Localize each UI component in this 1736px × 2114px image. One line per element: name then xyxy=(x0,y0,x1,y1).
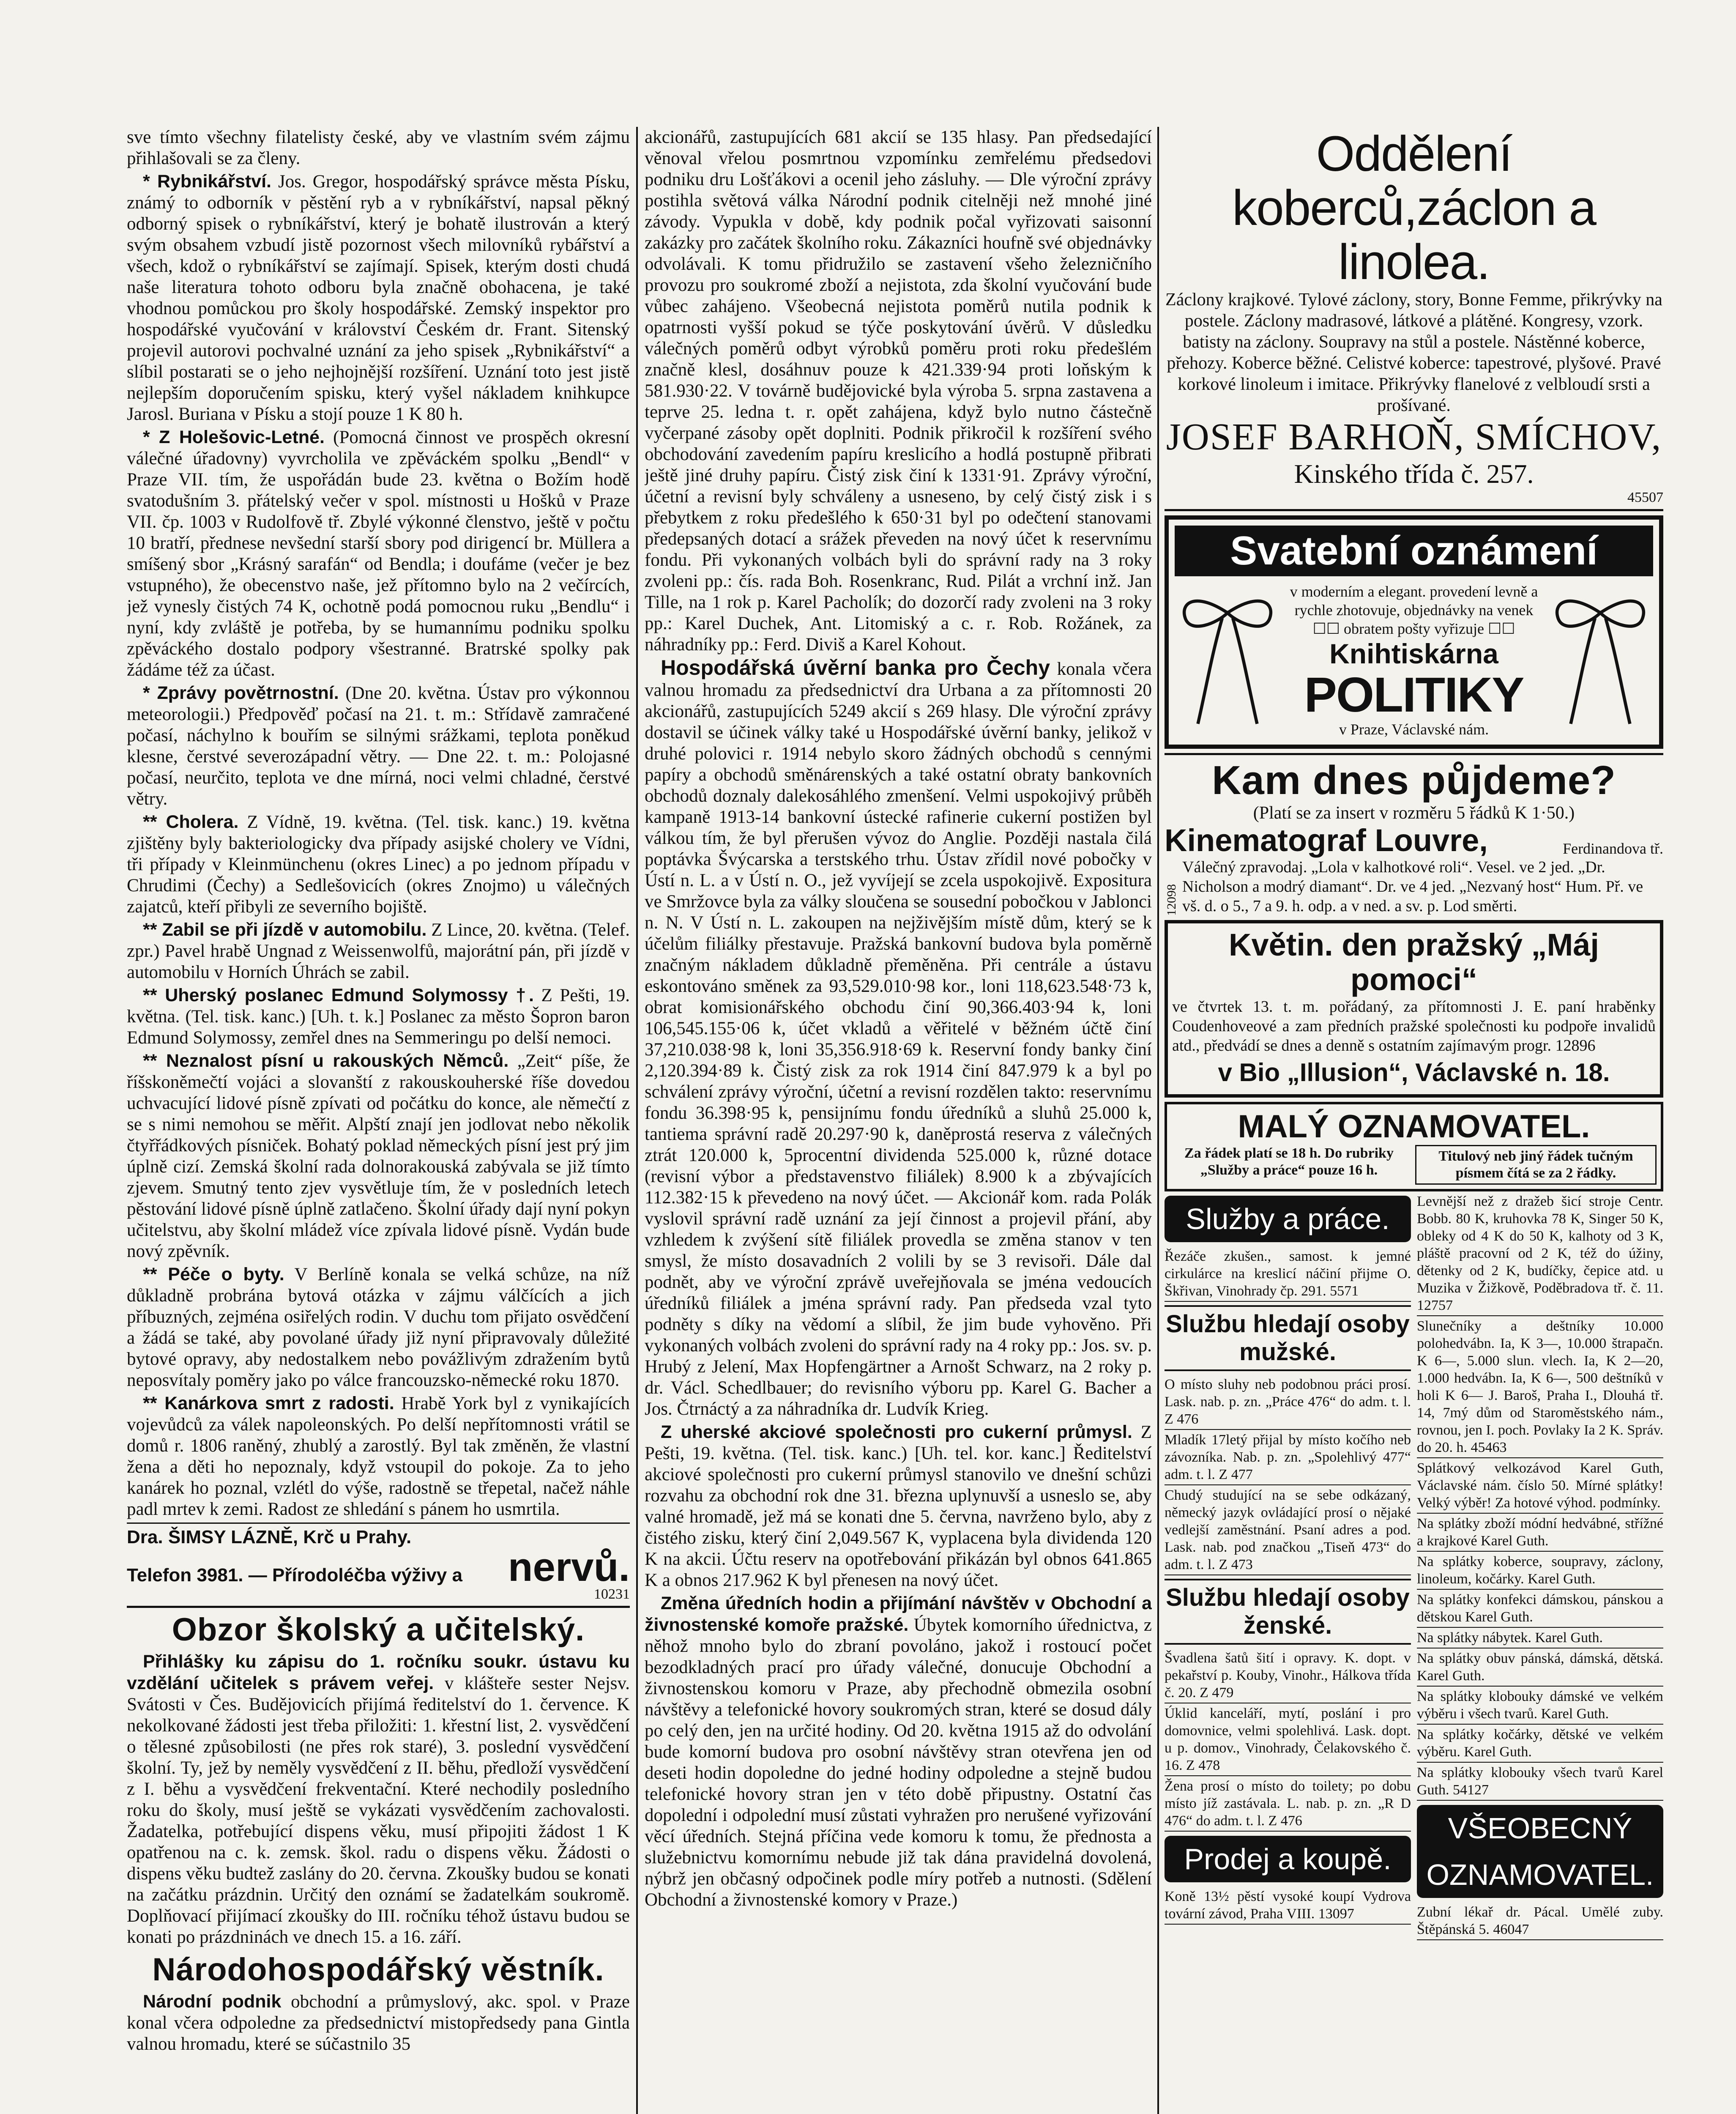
ad-firm: JOSEF BARHOŇ, SMÍCHOV, xyxy=(1166,416,1662,458)
article-neznalost xyxy=(127,1050,630,1262)
ad-text: v moderním a elegant. provedení levně a rychle zhotovuje, objednávky na venek ☐☐ obratem pošty vyřizuje ☐☐ xyxy=(1290,583,1538,637)
article-body: V Berlíně konala se velká schůze, na níž důkladně probrána bytová otázka v zájmu válčících a jich příbuzných, zejména osiřelých rodin. V duchu tom přijato osvědčení a žádá se také, aby povolané úřady již nyní připravovaly důležité bytové opravy, aby nedostalkem nebo povážlivým zdražením bytů neposvítaly poměry jako po válce francouzsko-německé roku 1870. xyxy=(127,1265,630,1390)
column-3 xyxy=(1165,127,1663,2114)
classified-ad: Na splátky kočárky, dětské ve velkém výběru. Karel Guth. xyxy=(1417,1725,1663,1763)
ad-cinema: v Bio „Illusion“, Václavské n. 18. xyxy=(1218,1058,1610,1087)
ad-kino-address: Ferdinandova tř. xyxy=(1563,840,1663,857)
classified-ad: Na splátky obuv pánská, dámská, dětská. Karel Guth. xyxy=(1417,1648,1663,1687)
article-kanarek xyxy=(127,1393,630,1520)
rubric-banner: Služby a práce. xyxy=(1165,1196,1411,1242)
ad-number: 45507 xyxy=(1627,490,1663,505)
rubric-heading: Službu hledají osoby ženské. xyxy=(1165,1579,1411,1645)
ad-kino-body xyxy=(1165,857,1663,916)
article-head: ** Neznalost písní u rakouských Němců. xyxy=(143,1051,509,1071)
article-head: * Rybnikářství. xyxy=(143,171,272,192)
article-body: obchodní a průmyslový, akc. spol. v Praze konal včera odpoledne za předsednictví mistopředsedy pana Gintla valnou hromadu, které se súčastnilo 35 xyxy=(127,1992,630,2054)
article-body: Úbytek komorního úřednictva, z něhož mnoho bylo do zbraní povoláno, jakož i rostoucí počet bezodkladných prací pro úřady válečné, donucuje Obchodní a živnostenskou komoru v Praze, aby přechodně obmezila osobní návštěvy a telefonické hovory soukromých stran, které se dosud dály po celý den, jen na určité hodiny. Od 20. května 1915 až do odvolání bude komorní budova pro osobní návštěvy stran otevřena jen od deseti hodin dopoledne do jedné hodiny odpoledne a stejně budou telefonické hovory stran jen v této době připustny. Ostatní čas dopolední i odpolední musí zůstati vyhražen pro nerušené vyřizování věcí úředních. Stejná příčina vede komoru k tomu, že přednosta a služebnictvu komornímu nebude již tak dána pravidelná dovolená, nýbrž jen občasný odpočinek podle míry potřeb a nutnosti. (Sdělení Obchodní a živnostenské komory v Praze.) xyxy=(645,1615,1152,1910)
article-pece xyxy=(127,1264,630,1391)
article-uhersky xyxy=(127,985,630,1049)
intro-text: sve tímto všechny filatelisty české, aby ve vlastním svém zájmu přihlašovali se za členy. xyxy=(127,127,630,168)
article-head: Z uherské akciové společnosti pro cukerní průmysl. xyxy=(661,1422,1132,1442)
article-head: ** Cholera. xyxy=(143,812,239,832)
classified-ad: Na splátky klobouky dámské ve velkém výběru i všech tvarů. Karel Guth. xyxy=(1417,1687,1663,1725)
article-body: Hrabě York byl z vynikajících vojevůdců za válek napoleonských. Po delší nepřítomnosti vrátil se domů r. 1806 raněný, zhublý a zarostlý. Byl tak změněn, že vlastní žena a děti ho nepoznaly, když vstoupil do pokoje. Za to jeho kanárek ho poznal, vzlétl do výše, radostně se třepetal, načež náhle padl mrtev k zemi. Radost ze shledání s pánem ho usmrtila. xyxy=(127,1394,630,1519)
article-body: v klášteře sester Nejsv. Svátosti v Čes. Budějovicích přijímá ředitelství do 1. července. K nekolkované žádosti jest třeba přiložiti: 1. křestní list, 2. vysvědčení o tělesné způsobilosti (ne přes rok staré), 3. poslední vysvědčení školní. Ty, jež by neměly vysvědčení z II. běhu, předloží vysvědčení z I. běhu a vysvědčení frekventační. Které nechodily posledního roku do školy, musí ještě se vykázati vysvědčením zachovalosti. Žadatelka, potřebující dispens věku, musí připojiti žádost 1 K opatřenou na c. k. zemsk. škol. radu o dispens věku. Žádosti o dispens věku budtež zaslány do 20. června. Zkoušky budou se konati na začátku prázdnin. Určitý den oznámí se žadatelkám soukromě. Doplňovací přijímací zkoušky do III. ročníku téhož ústavu budou se konati po prázdninách ve dnech 15. a 16. září. xyxy=(127,1673,630,1947)
classified-ad: Splátkový velkozávod Karel Guth, Václavské nám. číslo 50. Mírné splátky! Velký výběr! Za hotové výhod. podmínky. xyxy=(1417,1458,1663,1514)
ad-address: v Praze, Václavské nám. xyxy=(1339,721,1489,738)
article-body: Z Vídně, 19. května. (Tel. tisk. kanc.) 19. května zjištěny byly bakteriologicky dva případy asijské cholery ve Vídni, tři případy v Kleinmünchenu (okres Linec) a po jednom případu v Chrudimi (Čechy) a Sedlešovicích (okres Znojmo) u válečných zajatců, kteří přibyli ze severního bojiště. xyxy=(127,812,630,917)
divider xyxy=(1165,753,1663,755)
ad-text: Záclony krajkové. Tylové záclony, story, Bonne Femme, přikrývky na postele. Záclony madrasové, látkové a plátěné. Kongresy, vzork. batisty na záclony. Soupravy na stůl a postele. Nástěnné koberce, přehozy. Koberce běžné. Celistvé koberce: tapestrové, plyšové. Pravé korkové linoleum i imitace. Přikrývky flanelové z velbloudí srsti a prošívané. xyxy=(1165,290,1662,415)
ad-simsy xyxy=(127,1526,630,1602)
ribbon-bow-icon xyxy=(1547,591,1653,730)
ad-title: MALÝ OZNAMOVATEL. xyxy=(1238,1109,1590,1145)
divider xyxy=(1165,509,1663,511)
classified-ad: Švadlena šatů šití i opravy. K. dopt. v pekařství p. Kouby, Vinohr., Hálkova třída č. 20. Z 479 xyxy=(1165,1648,1411,1703)
article-body: (Dne 20. května. Ústav pro výkonnou meteorologii.) Předpověď počasí na 21. t. m.: Střídavě zamračené počasí, náchylno k bouřím se silnými srážkami, teplota poněkud klesne, čerstvé severozápadní větry. — Dne 22. t. m.: Polojasné počasí, neurčito, teplota ve dne mírná, noci velmi chladné, čerstvé větry. xyxy=(127,683,630,809)
classified-ad: Slunečníky a deštníky 10.000 polohedvábn. Ia, K 3—, 10.000 štrapačn. K 6—, 5.000 slun. vlech. Ia, K 2—20, 1.000 hedvábn. Ia, K 6—, 500 deštníků v holi K 6— J. Baroš, Praha I., Dlouhá tř. 14, 7mý dům od Staroměstského nám., rovnou, jen I. poch. Povlaky Ia 2 K. Správ. do 20. h. 45463 xyxy=(1417,1316,1663,1458)
article-body: Z Lince, 20. května. (Telef. zpr.) Pavel hrabě Ungnad z Weissenwolfů, majorátní pán, při jízdě v automobilu v Horních Úhrách se zabil. xyxy=(127,920,630,982)
article-pocasi xyxy=(127,682,630,810)
article-body: (Pomocná činnost ve prospěch okresní válečné úřadovny) vyvrcholila ve zpěváckém spolku „Bendl“ v Praze VII. tím, že uspořádán bude 23. května o Božím hodě svatodušním 3. přátelský večer v spol. místnosti u Hošků v Praze VII. čp. 1003 v Rudolfově tř. Zbylé výkonné členstvo, ještě v počtu 10 bratří, přednese nevšední starší sbory pod dirigencí br. Müllera a smíšený sbor „Krásný sarafán“ od Bendla; i doufáme (večer je bez vstupného), že obecenstvo naše, jež přítomno bylo na 2 večírcích, jež vynesly čistých 74 K, ochotně podá pomocnou ruku „Bendlu“ i nyní, kdy zvláště je potřeba, by se humannímu podniku spolku zpěváckého dostalo podpory všestranné. Bratrské spolky pak žádáme též za účast. xyxy=(127,427,630,680)
article-body: konala včera valnou hromadu za předsednictví dra Urbana a za přítomnosti 20 akcionářů, zastupujících 5249 akcií s 269 hlasy. Dle výroční zprávy dostavil se účinek války také u Hospodářské úvěrní banky, jelikož v druhé polovici r. 1914 nebylo skoro žádných obchodů s cennými papíry a obchodů směnárenských a také ostatní obraty bankovních obchodů doznaly dalekosáhlého zmenšení. Velmi uspokojivý průběh kampaně 1913-14 bankovní ústecké rafinerie cukerní postižen byl válkou tím, že byl přerušen vývoz do Anglie. Později nastala čilá poptávka Švýcarska a terstského trhu. Ústav zřídil nové pobočky v Ústí n. L. a v Ústí n. O., jež vyvíjejí se zcela uspokojivě. Expositura ve Smržovce byla za války sloučena se sousední pobočkou v Jablonci n. N. V Ústí n. L. zakoupen na nejživějším místě dům, který se k účelům filiálky přestavuje. Pražská bankovní budova byla poměrně značným nákladem důkladně přeměněna. Při centrále a ústavu eskontováno směnek za 93,529.010·98 kor., loni 118,623.548·73 k, obrat komisionářského obchodu činí 90,366.403·94 k, loni 106,545.155·06 k, účet vkladů a věřitelé v běžném účtě činí 37,210.038·98 k, loni 35,356.918·69 k. Reservní fondy banky činí 2,120.394·89 k. Čistý zisk za rok 1914 činí 847.979 k a byl po schválení zprávy výroční, účetní a revisní rozdělen takto: reservnímu fondu 36.398·95 k, pensijnímu fondu úředníků a sluhů 25.000 k, tantiema správní radě 20.297·90 k, daněprostá reserva z válečných ztrát 120.000 k, 5procentní dividenda 525.000 k, různé dotace (revisní výbor a představenstvo filiálek) 8.900 k a zbývajících 112.382·15 k převedeno na nový účet. — Akcionář kom. rada Polák vyslovil správní radě uznání za její činnost a projevil přání, aby vzhledem k zvýšení sítě filiálek provedla se změna stanov v ten smysl, že místo dosavadních 2 volili by se 3 revisoři. Dále dal podnět, aby ve výroční zprávě uveřejňovala se jména vedoucích úředníků filiálek a jména správní rady. Pan předseda vzal tyto podněty s díky na vědomí a slíbil, že jim bude vyhověno. Při vykonaných volbách zvoleni do správní rady na 4 roky pp.: Jos. sv. p. Hrubý z Jelení, Max Hopfengärtner a Arnošt Schwarz, na 2 roky p. dr. Václ. Schedlbauer; do revisního výboru pp. Karel G. Bacher a Jos. Čtrnáctý a za náhradníka dr. Ludvík Krieg. xyxy=(645,659,1152,1419)
article-uherska-cukerni xyxy=(645,1421,1152,1591)
column-rule xyxy=(636,127,638,2114)
classified-ad: Mladík 17letý přijal by místo kočího neb závozníka. Nab. p. zn. „Spolehlivý 477“ adm. t. l. Z 477 xyxy=(1165,1430,1411,1485)
ad-text: Dra. ŠIMSY LÁZNĚ, Krč u Prahy. xyxy=(127,1527,412,1547)
ad-politiky: POLITIKY xyxy=(1304,667,1524,722)
ad-title: Oddělení koberců,záclon a linolea. xyxy=(1232,127,1596,290)
ad-big-word: nervů. xyxy=(508,1544,630,1590)
classified-ad: Na splátky konfekci dámskou, pánskou a dětskou Karel Guth. xyxy=(1417,1590,1663,1628)
classified-ad: Na splátky klobouky všech tvarů Karel Guth. 54127 xyxy=(1417,1763,1663,1801)
classified-ad: Úklid kanceláří, mytí, poslání i pro domovnice, velmi spolehlivá. Lask. dopt. u p. domov., Vinohrady, Čelakovského č. 16. Z 478 xyxy=(1165,1703,1411,1776)
article-head: ** Uherský poslanec Edmund Solymossy †. xyxy=(143,985,534,1005)
classified-ad: Levnější než z dražeb šicí stroje Centr. Bobb. 80 K, kruhovka 78 K, Singer 50 K, obleky od 4 K do 50 K, kalhoty od 3 K, pláště pracovní od 2 K, též do úžiny, dětenky od 2 K, budíčky, čepice atd. u Muzika v Žižkově, Poděbradova tř. č. 11. 12757 xyxy=(1417,1191,1663,1316)
article-zabil xyxy=(127,919,630,983)
ad-text: Válečný zpravodaj. „Lola v kalhotkové roli“. Vesel. ve 2 jed. „Dr. Nicholson a modrý diamant“. Dr. ve 4 jed. „Nezvaný host“ Hum. Př. ve vš. d. o 5., 7 a 9. h. odp. a v ned. a sv. p. Lod směrti. xyxy=(1182,858,1643,915)
ad-barhon xyxy=(1165,127,1663,506)
ad-kvetinovy-den xyxy=(1165,920,1663,1098)
ad-text: ve čtvrtek 13. t. m. pořádaný, za přítomnosti J. E. paní hraběnky Coudenhoveové a zam předních pražské společnosti ku podpoře invalidů atd., předvádí se dnes a denně s ostatním zajímavým progr. 12896 xyxy=(1172,998,1656,1054)
article-body: Z Pešti, 19. května. (Tel. tisk. kanc.) [Uh. t. k.] Poslanec za město Šopron baron Edmund Solymossy, zemřel dnes na Semmeringu po delší nemoci. xyxy=(127,986,630,1048)
article-obzor xyxy=(127,1651,630,1948)
column-2 xyxy=(645,127,1152,2114)
ad-text: (Platí se za insert v rozměru 5 řádků K 1·50.) xyxy=(1253,803,1575,823)
column-1 xyxy=(127,127,630,2114)
classified-ad: Chudý studující na se sebe odkázaný, německý jazyk ovládající prosí o nějaké vedlejší zaměstnání. Psaní adres a pod. Lask. nab. pod značkou „Tiseň 473“ do adm. t. l. Z 473 xyxy=(1165,1485,1411,1575)
article-rybnikarstvi xyxy=(127,171,630,425)
ad-title: Květin. den pražský „Máj pomoci“ xyxy=(1229,927,1599,997)
classified-ad: Žena prosí o místo do toilety; po dobu místo jíž zastávala. L. nab. p. zn. „R D 476“ do adm. t. l. Z 476 xyxy=(1165,1776,1411,1832)
ad-address: Kinského třída č. 257. xyxy=(1294,459,1534,489)
ad-body xyxy=(1175,582,1653,739)
classifieds-left xyxy=(1165,1191,1411,1940)
article-head: ** Kanárkova smrt z radosti. xyxy=(143,1393,394,1413)
ad-kino-row xyxy=(1165,824,1663,857)
article-head: * Zprávy povětrnostní. xyxy=(143,683,339,703)
classified-ad: Na splátky zboží módní hedvábné, střížné a krajkové Karel Guth. xyxy=(1417,1514,1663,1552)
ribbon-bow-icon xyxy=(1175,591,1280,730)
rubric-banner: Prodej a koupě. xyxy=(1165,1836,1411,1882)
classified-ad: Na splátky koberce, soupravy, záclony, linoleum, kočárky. Karel Guth. xyxy=(1417,1552,1663,1590)
article-body: „Zeit“ píše, že říšskoněmečtí vojáci a slovanští z rakouskouherské říše dovedou uchvacující lidové písně zpívati od počátku do konce, ale němečtí z se s nimi nemohou se měřit. Alpští znají jen jodlovat nebo několik čtyřřádkových písniček. Bohatý poklad německých písní jest prý jim úplně cizí. Zemská školní rada dolnorakouská zabývala se již tímto zjevem. Smutný tento zjev vysvětluje tím, že v posledních letech pěstování lidové písně úplně zatlačeno. Školní úřady dají nyní pokyn učitelstvu, aby školní mládež více zpívala lidové písně. Vydán bude nový zpěvník. xyxy=(127,1051,630,1261)
classifieds-right xyxy=(1417,1191,1663,1940)
classified-ad: Zubní lékař dr. Pácal. Umělé zuby. Štěpánská 5. 46047 xyxy=(1417,1902,1663,1940)
classified-ad: Koně 13½ pěstí vysoké koupí Vydrova tovární závod, Praha VIII. 13097 xyxy=(1165,1887,1411,1925)
divider xyxy=(127,1606,630,1608)
ad-title: Svatební oznámení xyxy=(1175,526,1653,576)
ad-number: 12098 xyxy=(1165,884,1178,916)
ad-text: Telefon 3981. — Přírodoléčba výživy a xyxy=(127,1565,462,1586)
classified-ad: Na splátky nábytek. Karel Guth. xyxy=(1417,1628,1663,1648)
maly-oznamovatel-header xyxy=(1165,1102,1663,1191)
column-rule xyxy=(1157,127,1159,2114)
article-cholera xyxy=(127,811,630,917)
article-head: ** Péče o byty. xyxy=(143,1264,284,1284)
ad-kam-dnes xyxy=(1165,759,1663,916)
section-title-obzor: Obzor školský a učitelský. xyxy=(172,1612,585,1648)
article-head: ** Zabil se při jízdě v automobilu. xyxy=(143,920,427,940)
classified-ad: Řezáče zkušen., samost. k jemné cirkulárce na kreslicí náčiní přijme O. Škřivan, Vinohrady čp. 291. 5571 xyxy=(1165,1246,1411,1302)
ad-text-block xyxy=(1280,582,1547,739)
article-narodni-podnik xyxy=(127,1991,630,2055)
divider xyxy=(127,1523,630,1524)
classifieds xyxy=(1165,1191,1663,1940)
article-head: Národní podnik xyxy=(143,1991,282,2012)
article-body: Jos. Gregor, hospodářský správce města Písku, známý to odborník v pěstění ryb a v rybníkářství, napsal pěkný odborný spisek o rybníkářství, který je bohatě ilustrován a který svým obsahem vzbudí jistě pozornost všech milovníků rybářství a všech, kdož o rybníkářství se zajímají. Spisek, kterým dosti chudá naše literatura tohoto odboru byla značně obohacena, je také vhodnou pomůckou pro školy hospodářské. Zemský inspektor pro hospodářské vyučování v království Českém dr. Frant. Sitenský projevil autorovi pochvalné uznání za jeho spisek „Rybnikářství“ a slíbil postarati se o jeho nejhojnější rozšíření. Uznání toto jest jistě nejlepším doporučením spisku, který vyšel nákladem knihkupce Jarosl. Buriana v Písku a stojí pouze 1 K 80 h. xyxy=(127,172,630,424)
rubric-banner: VŠEOBECNÝ OZNAMOVATEL. xyxy=(1417,1805,1663,1898)
article-zmena-hodin xyxy=(645,1593,1152,1911)
section-title-narodohospodarsky: Národohospodářský věstník. xyxy=(152,1952,604,1988)
article-head: Hospodářská úvěrní banka pro Čechy xyxy=(661,656,1050,679)
ad-printer: Knihtiskárna xyxy=(1329,638,1498,669)
article-hospodarska-banka xyxy=(645,657,1152,1420)
article-head: Přihlášky ku zápisu do 1. ročníku soukr. ústavu ku vzdělání učitelek s právem veřej. xyxy=(127,1651,630,1693)
article-head: Změna úředních hodin a přijímání návštěv v Obchodní a živnostenské komoře pražské. xyxy=(645,1593,1152,1635)
ad-number: 10231 xyxy=(594,1586,630,1602)
ad-title: Kam dnes půjdeme? xyxy=(1212,758,1616,803)
ad-svatebni-oznameni xyxy=(1165,515,1663,749)
rubric-heading: Službu hledají osoby mužské. xyxy=(1165,1305,1411,1371)
ad-kino: Kinematograf Louvre, xyxy=(1165,823,1488,858)
ad-rate-right: Titulový neb jiný řádek tučným písmem čítá se za 2 řádky. xyxy=(1415,1145,1657,1185)
classified-ad: O místo sluhy neb podobnou práci prosí. Lask. nab. p. zn. „Práce 476“ do adm. t. l. Z 476 xyxy=(1165,1375,1411,1430)
article-holesovice xyxy=(127,427,630,681)
article-narodni-podnik-cont: akcionářů, zastupujících 681 akcií se 135 hlasy. Pan předsedající věnoval vřelou posmrtnou vzpomínku zemřelému předsedovi podniku dru Lošťákovi a ocenil jeho zásluhy. — Dle výroční zprávy postihla světová válka Národní podnik citelněji než mnohé jiné závody. Vypukla v době, kdy podnik počal vyřizovati saisonní zakázky pro začátek školního roku. Zákazníci houfně své objednávky odvolávali. K tomu přidružilo se zastavení všeho železničního provozu pro soukromé zboží a nejistota, zda školní vyučování bude vůbec zahájeno. Všeobecná nejistota poměrů nutila podnik k opatrnosti vyšší pokud se týče poskytování úvěrů. V důsledku válečných poměrů odbyt výrobků poměru proti roku předešlém značně klesl, dosáhnuv pouze k 421.339·94 proti loňským k 581.930·22. V továrně budějovické byla výroba 5. srpna zastavena a teprve 25. ledna t. r. opět zahájena, když bylo nutno částečně vyčerpané zásoby opět doplniti. Podnik přikročil k rozšíření svého obchodování zavedením papíru kreslicího a hodlá postupně přibrati ještě jiné druhy papíru. Čistý zisk činí k 1331·91. Zprávy výroční, účetní a revisní byly schváleny a usneseno, by celý čistý zisk i s přebytkem z roku předešlého k 650·31 byl po odečtení stanovami předepsaných dotací a srážek převeden na nový účet k reservnímu fondu. Při vykonaných volbách byli do správní rady na 3 roky zvoleni pp.: čís. rada Boh. Rosenkranc, Rud. Pilát a vrchní inž. Jan Tille, na 1 rok p. Karel Pacholík; do dozorčí rady zvoleni na 3 roky pp.: Karel Duchek, Ant. Litomiský a c. r. Rob. Rožánek, za náhradníky pp.: Ferd. Diviš a Karel Kohout. xyxy=(645,127,1152,654)
ad-line xyxy=(127,1544,630,1590)
article-body: Z Pešti, 19. května. (Tel. tisk. kanc.) [Uh. tel. kor. kanc.] Ředitelství akciové společnosti pro cukerní průmysl stanovilo ve dnešní schůzi rozvahu za obchodní rok dne 31. března uplynuvší a usneslo se, aby valné hromadě, jež má se konati dne 5. června, navrženo bylo, aby z čistého zisku, který činí 2,049.567 K, vyplacena byla dividenda 120 K na akcii. Účtu reserv na opotřebování přikázán byl obnos 641.865 K a obnos 217.962 K byl přenesen na nový účet. xyxy=(645,1422,1152,1590)
ad-rates xyxy=(1171,1145,1657,1185)
article-head: * Z Holešovic-Letné. xyxy=(143,427,325,447)
ad-rate-left: Za řádek platí se 18 h. Do rubriky „Služby a práce“ pouze 16 h. xyxy=(1184,1145,1394,1178)
